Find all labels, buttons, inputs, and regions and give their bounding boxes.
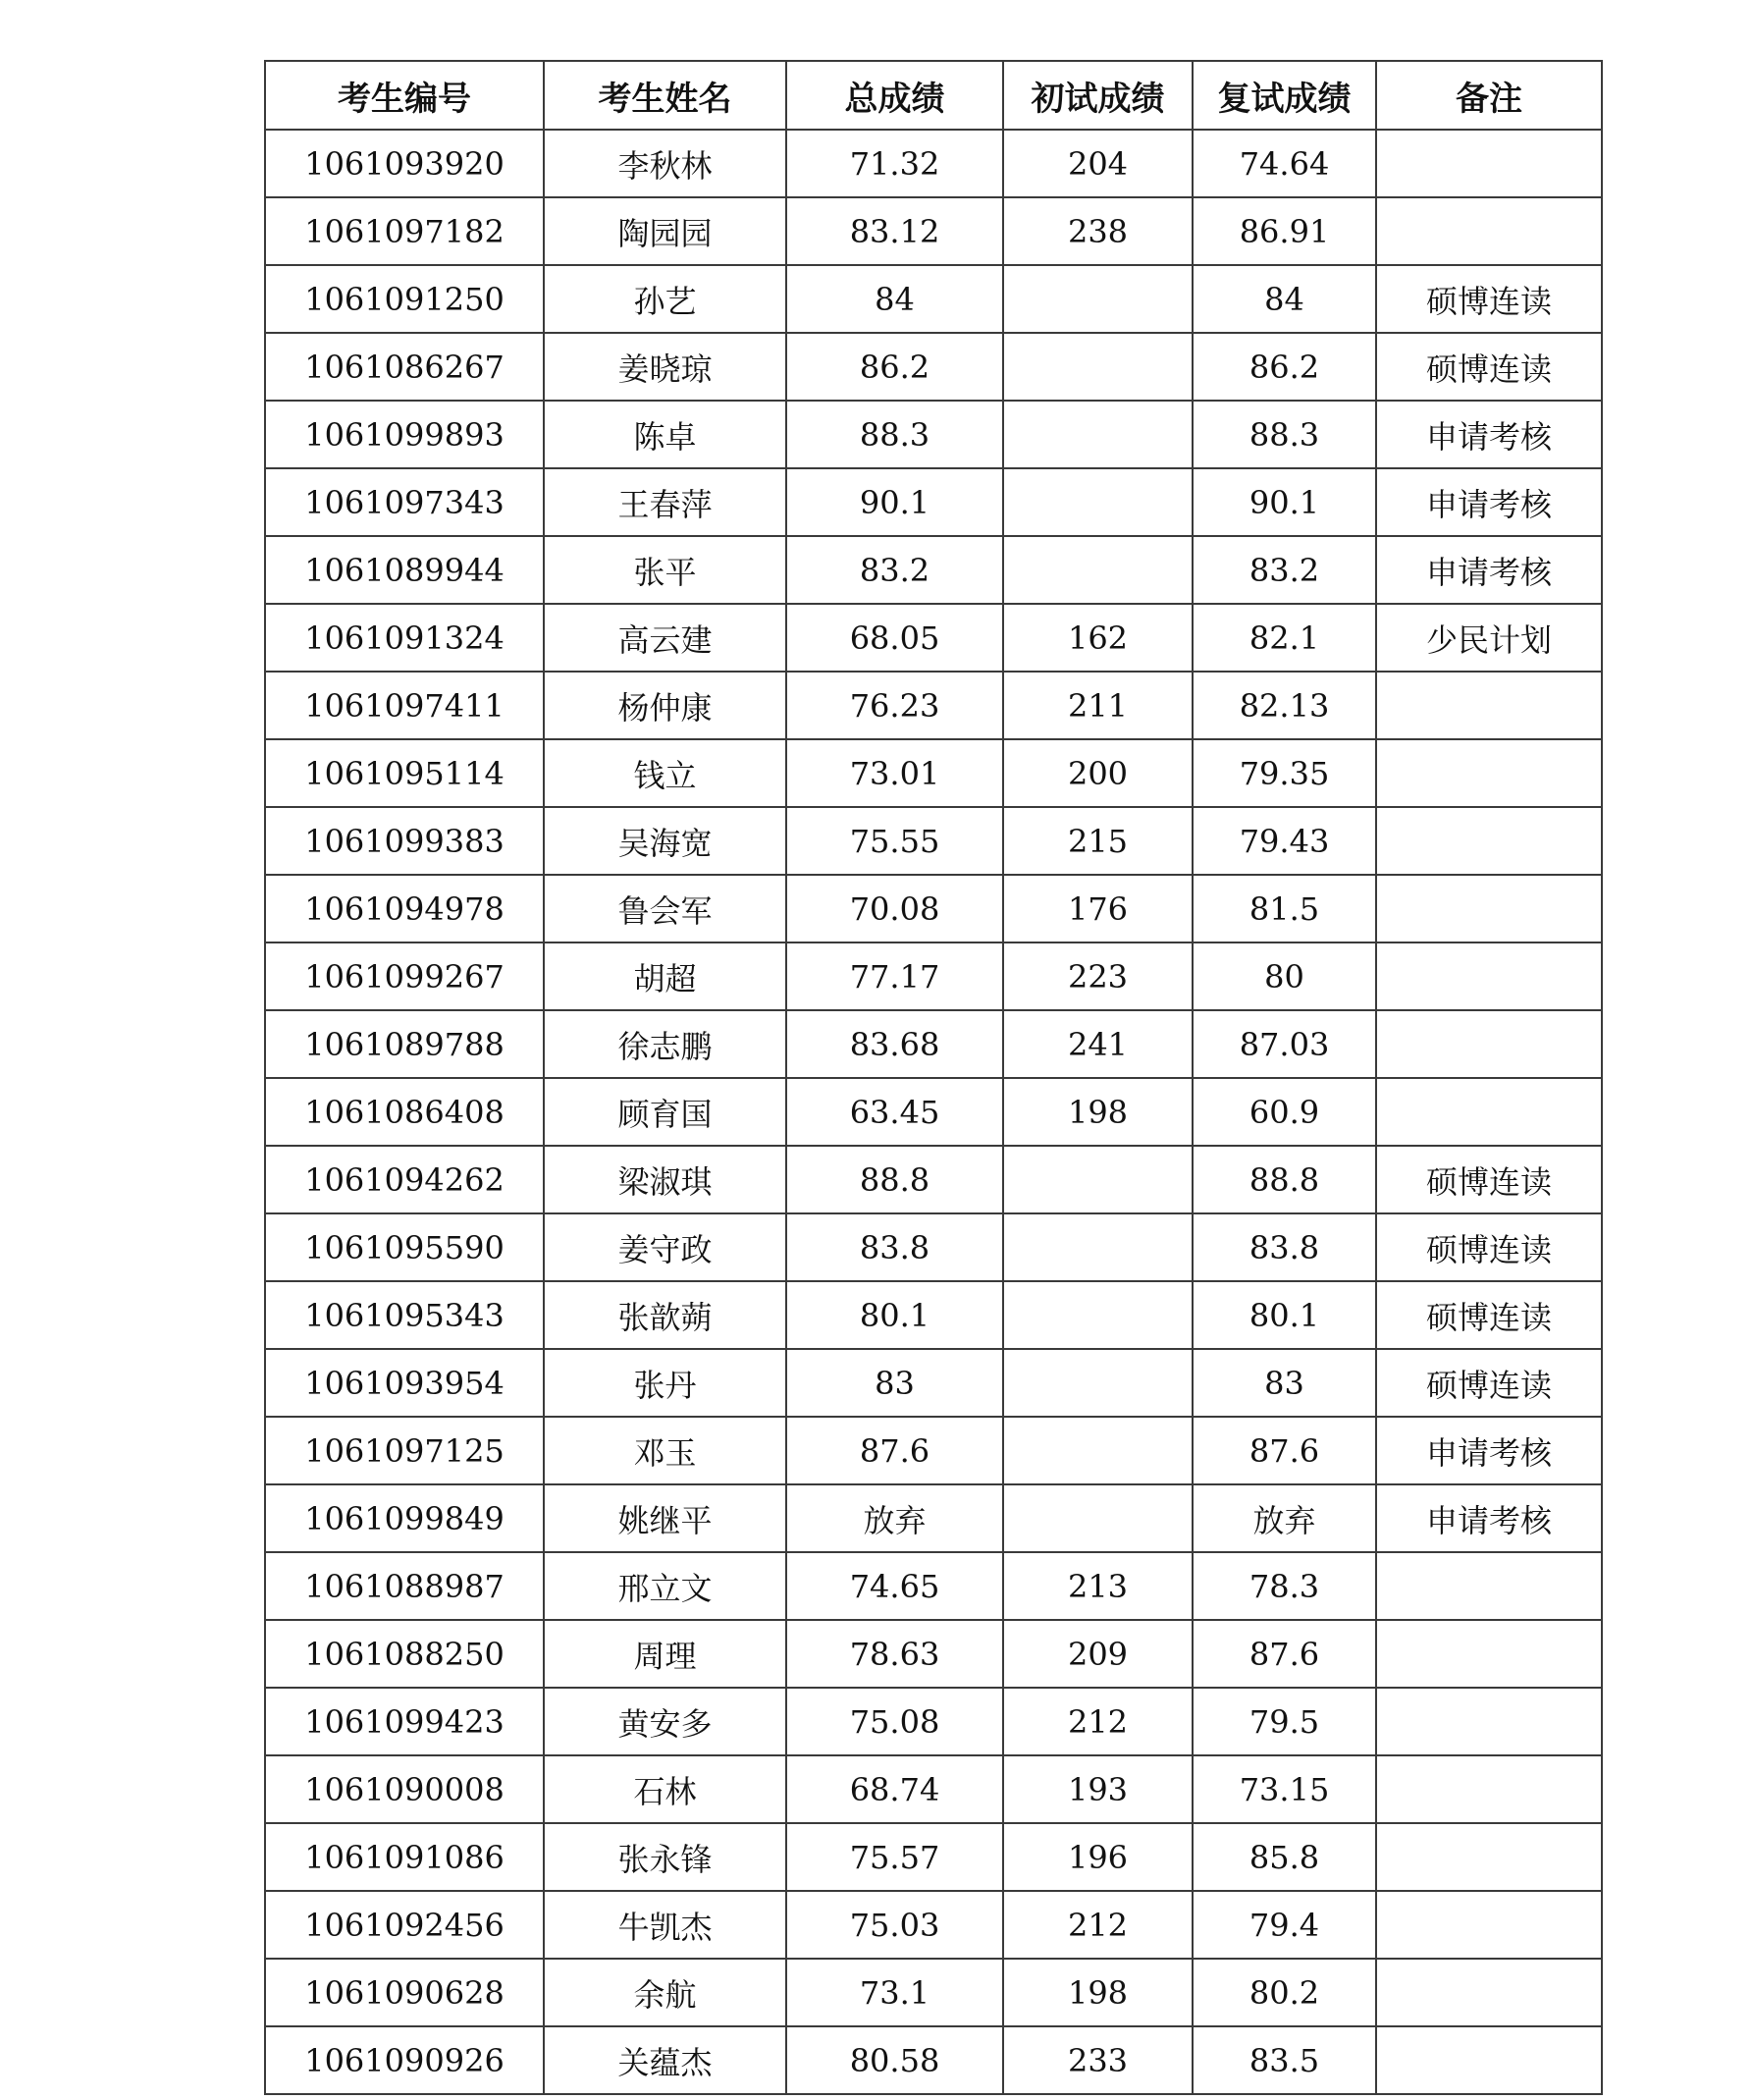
table-row [265,672,1602,739]
cell-total-score: 75.08 [786,1688,1003,1755]
cell-preliminary-score [1003,1349,1193,1417]
cell-remarks [1376,1552,1602,1620]
cell-retest-score: 83 [1193,1349,1376,1417]
cell-preliminary-score [1003,1281,1193,1349]
cell-candidate-name: 孙艺 [544,265,786,333]
cell-remarks: 申请考核 [1376,536,1602,604]
cell-retest-score: 80 [1193,942,1376,1010]
cell-remarks: 硕博连读 [1376,1146,1602,1213]
cell-candidate-id: 1061099383 [265,807,544,875]
cell-total-score: 70.08 [786,875,1003,942]
cell-candidate-id: 1061090926 [265,2026,544,2094]
cell-remarks [1376,672,1602,739]
cell-candidate-name: 杨仲康 [544,672,786,739]
cell-remarks [1376,1620,1602,1688]
cell-candidate-name: 姜晓琼 [544,333,786,401]
cell-retest-score: 73.15 [1193,1755,1376,1823]
cell-total-score: 78.63 [786,1620,1003,1688]
cell-remarks: 硕博连读 [1376,1213,1602,1281]
cell-candidate-name: 张平 [544,536,786,604]
cell-total-score: 76.23 [786,672,1003,739]
cell-candidate-id: 1061094262 [265,1146,544,1213]
cell-total-score: 75.03 [786,1891,1003,1959]
cell-candidate-name: 李秋林 [544,130,786,197]
cell-remarks [1376,2026,1602,2094]
cell-candidate-name: 顾育国 [544,1078,786,1146]
cell-remarks [1376,1823,1602,1891]
cell-candidate-name: 徐志鹏 [544,1010,786,1078]
cell-candidate-name: 牛凯杰 [544,1891,786,1959]
cell-preliminary-score: 223 [1003,942,1193,1010]
cell-preliminary-score: 176 [1003,875,1193,942]
cell-preliminary-score: 215 [1003,807,1193,875]
cell-retest-score: 78.3 [1193,1552,1376,1620]
cell-remarks [1376,942,1602,1010]
cell-candidate-id: 1061095114 [265,739,544,807]
cell-total-score: 87.6 [786,1417,1003,1484]
cell-remarks: 申请考核 [1376,401,1602,468]
cell-preliminary-score: 233 [1003,2026,1193,2094]
cell-remarks: 硕博连读 [1376,1349,1602,1417]
cell-preliminary-score [1003,333,1193,401]
cell-remarks: 申请考核 [1376,1417,1602,1484]
table-row [265,875,1602,942]
cell-candidate-name: 姜守政 [544,1213,786,1281]
cell-total-score: 68.05 [786,604,1003,672]
table-row [265,197,1602,265]
table-row [265,1146,1602,1213]
cell-total-score: 88.3 [786,401,1003,468]
cell-remarks [1376,1755,1602,1823]
cell-candidate-name: 胡超 [544,942,786,1010]
cell-candidate-id: 1061086267 [265,333,544,401]
score-table [264,60,1603,2095]
header-remarks: 备注 [1376,61,1602,130]
cell-total-score: 84 [786,265,1003,333]
cell-remarks [1376,1078,1602,1146]
table-row [265,2026,1602,2094]
cell-preliminary-score: 213 [1003,1552,1193,1620]
cell-remarks [1376,875,1602,942]
header-total-score: 总成绩 [786,61,1003,130]
cell-retest-score: 79.43 [1193,807,1376,875]
cell-retest-score: 90.1 [1193,468,1376,536]
cell-candidate-name: 陶园园 [544,197,786,265]
cell-candidate-name: 鲁会军 [544,875,786,942]
cell-total-score: 83 [786,1349,1003,1417]
table-row [265,1959,1602,2026]
cell-total-score: 放弃 [786,1484,1003,1552]
cell-candidate-id: 1061097411 [265,672,544,739]
cell-remarks: 申请考核 [1376,1484,1602,1552]
cell-remarks [1376,1959,1602,2026]
cell-preliminary-score: 198 [1003,1959,1193,2026]
cell-candidate-name: 吴海宽 [544,807,786,875]
cell-remarks [1376,1010,1602,1078]
cell-total-score: 77.17 [786,942,1003,1010]
cell-candidate-name: 关蕴杰 [544,2026,786,2094]
cell-remarks: 少民计划 [1376,604,1602,672]
cell-preliminary-score [1003,468,1193,536]
header-candidate-name: 考生姓名 [544,61,786,130]
table-body [265,130,1602,2094]
cell-candidate-name: 黄安多 [544,1688,786,1755]
cell-retest-score: 放弃 [1193,1484,1376,1552]
cell-candidate-id: 1061089788 [265,1010,544,1078]
cell-candidate-id: 1061088250 [265,1620,544,1688]
cell-preliminary-score: 198 [1003,1078,1193,1146]
cell-preliminary-score: 200 [1003,739,1193,807]
cell-preliminary-score: 211 [1003,672,1193,739]
cell-candidate-name: 梁淑琪 [544,1146,786,1213]
cell-remarks [1376,197,1602,265]
cell-candidate-id: 1061097125 [265,1417,544,1484]
cell-retest-score: 79.4 [1193,1891,1376,1959]
table-header [265,61,1602,130]
cell-remarks [1376,739,1602,807]
cell-retest-score: 80.1 [1193,1281,1376,1349]
table-row [265,1281,1602,1349]
cell-total-score: 75.55 [786,807,1003,875]
cell-preliminary-score [1003,401,1193,468]
cell-candidate-name: 姚继平 [544,1484,786,1552]
cell-candidate-id: 1061099893 [265,401,544,468]
cell-total-score: 63.45 [786,1078,1003,1146]
cell-retest-score: 82.1 [1193,604,1376,672]
cell-retest-score: 81.5 [1193,875,1376,942]
cell-preliminary-score: 204 [1003,130,1193,197]
cell-preliminary-score [1003,1484,1193,1552]
cell-retest-score: 79.5 [1193,1688,1376,1755]
cell-candidate-id: 1061095343 [265,1281,544,1349]
cell-total-score: 83.12 [786,197,1003,265]
cell-remarks [1376,807,1602,875]
cell-total-score: 73.1 [786,1959,1003,2026]
cell-candidate-id: 1061097343 [265,468,544,536]
cell-retest-score: 83.5 [1193,2026,1376,2094]
cell-preliminary-score [1003,265,1193,333]
table-row [265,1417,1602,1484]
cell-retest-score: 88.3 [1193,401,1376,468]
cell-candidate-id: 1061092456 [265,1891,544,1959]
cell-candidate-name: 张歆蒴 [544,1281,786,1349]
table-row [265,130,1602,197]
cell-remarks: 硕博连读 [1376,265,1602,333]
cell-preliminary-score: 196 [1003,1823,1193,1891]
cell-total-score: 80.58 [786,2026,1003,2094]
cell-candidate-name: 余航 [544,1959,786,2026]
table-row [265,604,1602,672]
cell-candidate-id: 1061099267 [265,942,544,1010]
cell-candidate-id: 1061091250 [265,265,544,333]
table-row [265,1620,1602,1688]
cell-total-score: 86.2 [786,333,1003,401]
cell-retest-score: 86.2 [1193,333,1376,401]
cell-remarks: 硕博连读 [1376,1281,1602,1349]
cell-preliminary-score: 209 [1003,1620,1193,1688]
header-candidate-id: 考生编号 [265,61,544,130]
cell-total-score: 90.1 [786,468,1003,536]
cell-retest-score: 88.8 [1193,1146,1376,1213]
cell-candidate-id: 1061095590 [265,1213,544,1281]
table-row [265,536,1602,604]
cell-retest-score: 60.9 [1193,1078,1376,1146]
cell-remarks [1376,1688,1602,1755]
table-row [265,1213,1602,1281]
table-row [265,1078,1602,1146]
table-row [265,1484,1602,1552]
cell-remarks: 硕博连读 [1376,333,1602,401]
cell-candidate-id: 1061099849 [265,1484,544,1552]
cell-total-score: 75.57 [786,1823,1003,1891]
table-row [265,1823,1602,1891]
cell-candidate-id: 1061089944 [265,536,544,604]
cell-retest-score: 83.2 [1193,536,1376,604]
cell-candidate-id: 1061093954 [265,1349,544,1417]
cell-candidate-id: 1061090628 [265,1959,544,2026]
cell-retest-score: 87.6 [1193,1417,1376,1484]
cell-candidate-name: 高云建 [544,604,786,672]
table-row [265,1688,1602,1755]
cell-candidate-name: 石林 [544,1755,786,1823]
cell-total-score: 71.32 [786,130,1003,197]
header-preliminary-score: 初试成绩 [1003,61,1193,130]
cell-preliminary-score: 241 [1003,1010,1193,1078]
table-row [265,1010,1602,1078]
cell-retest-score: 87.6 [1193,1620,1376,1688]
cell-total-score: 83.8 [786,1213,1003,1281]
cell-preliminary-score: 162 [1003,604,1193,672]
cell-candidate-name: 邓玉 [544,1417,786,1484]
table-row [265,1349,1602,1417]
cell-candidate-id: 1061094978 [265,875,544,942]
cell-total-score: 73.01 [786,739,1003,807]
cell-preliminary-score [1003,536,1193,604]
cell-retest-score: 82.13 [1193,672,1376,739]
cell-candidate-id: 1061099423 [265,1688,544,1755]
header-row [265,61,1602,130]
table-row [265,1755,1602,1823]
table-row [265,468,1602,536]
cell-retest-score: 85.8 [1193,1823,1376,1891]
cell-candidate-name: 张丹 [544,1349,786,1417]
cell-retest-score: 79.35 [1193,739,1376,807]
table-row [265,739,1602,807]
table-row [265,1891,1602,1959]
cell-remarks [1376,130,1602,197]
cell-candidate-name: 邢立文 [544,1552,786,1620]
cell-retest-score: 83.8 [1193,1213,1376,1281]
cell-candidate-name: 周理 [544,1620,786,1688]
cell-candidate-id: 1061091324 [265,604,544,672]
cell-total-score: 80.1 [786,1281,1003,1349]
cell-candidate-name: 钱立 [544,739,786,807]
cell-candidate-id: 1061090008 [265,1755,544,1823]
cell-candidate-id: 1061093920 [265,130,544,197]
cell-total-score: 74.65 [786,1552,1003,1620]
cell-preliminary-score [1003,1213,1193,1281]
table-row [265,1552,1602,1620]
table-row [265,807,1602,875]
table-row [265,265,1602,333]
cell-preliminary-score [1003,1146,1193,1213]
cell-candidate-name: 张永锋 [544,1823,786,1891]
table-row [265,401,1602,468]
cell-preliminary-score: 238 [1003,197,1193,265]
cell-retest-score: 80.2 [1193,1959,1376,2026]
cell-preliminary-score: 212 [1003,1688,1193,1755]
cell-preliminary-score: 193 [1003,1755,1193,1823]
cell-preliminary-score: 212 [1003,1891,1193,1959]
cell-total-score: 88.8 [786,1146,1003,1213]
cell-retest-score: 74.64 [1193,130,1376,197]
cell-total-score: 83.2 [786,536,1003,604]
cell-retest-score: 84 [1193,265,1376,333]
cell-candidate-id: 1061086408 [265,1078,544,1146]
cell-remarks: 申请考核 [1376,468,1602,536]
table-row [265,333,1602,401]
cell-candidate-id: 1061097182 [265,197,544,265]
cell-retest-score: 86.91 [1193,197,1376,265]
cell-candidate-id: 1061088987 [265,1552,544,1620]
cell-remarks [1376,1891,1602,1959]
header-retest-score: 复试成绩 [1193,61,1376,130]
table-row [265,942,1602,1010]
cell-preliminary-score [1003,1417,1193,1484]
cell-retest-score: 87.03 [1193,1010,1376,1078]
cell-candidate-name: 陈卓 [544,401,786,468]
cell-total-score: 83.68 [786,1010,1003,1078]
cell-candidate-id: 1061091086 [265,1823,544,1891]
cell-total-score: 68.74 [786,1755,1003,1823]
cell-candidate-name: 王春萍 [544,468,786,536]
